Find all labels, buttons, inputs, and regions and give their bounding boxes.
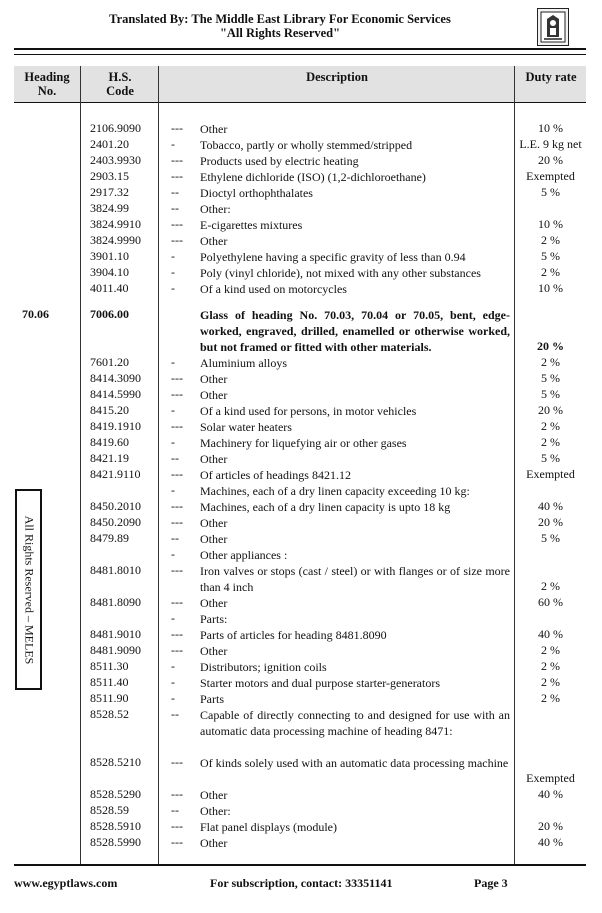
- level-dash: -: [171, 281, 175, 295]
- level-dash: ---: [171, 121, 183, 135]
- hs-code: 8528.5990: [90, 835, 141, 849]
- description: Of kinds solely used with an automatic data processing machine: [200, 756, 509, 770]
- table-row: [0, 643, 602, 659]
- hs-code: 8421.9110: [90, 467, 141, 481]
- hs-code: 7601.20: [90, 355, 129, 369]
- hs-code: 8419.60: [90, 435, 129, 449]
- duty-rate: 5 %: [541, 249, 560, 263]
- description: Other: [200, 452, 228, 466]
- table-row: [0, 153, 602, 169]
- duty-rate: 20 %: [538, 819, 563, 833]
- level-dash: -: [171, 403, 175, 417]
- level-dash: -: [171, 265, 175, 279]
- table-row: [0, 755, 602, 787]
- description: E-cigarettes mixtures: [200, 218, 303, 232]
- document-header: [0, 12, 560, 40]
- description: Poly (vinyl chloride), not mixed with any other substances: [200, 266, 481, 280]
- hs-code: 3904.10: [90, 265, 129, 279]
- level-dash: ---: [171, 563, 183, 577]
- hs-code: 2903.15: [90, 169, 129, 183]
- description: Other: [200, 596, 228, 610]
- level-dash: ---: [171, 467, 183, 481]
- level-dash: --: [171, 803, 179, 817]
- header-translator-line: Translated By: The Middle East Library For Economic Services: [109, 12, 451, 26]
- description: Machinery for liquefying air or other gases: [200, 436, 407, 450]
- table-row: [0, 595, 602, 611]
- duty-rate: 5 %: [541, 371, 560, 385]
- level-dash: ---: [171, 387, 183, 401]
- duty-rate: 40 %: [538, 787, 563, 801]
- hs-code: 3824.99: [90, 201, 129, 215]
- duty-rate: 20 %: [538, 153, 563, 167]
- duty-rate: 40 %: [538, 499, 563, 513]
- table-row: [0, 659, 602, 675]
- level-dash: ---: [171, 419, 183, 433]
- level-dash: ---: [171, 515, 183, 529]
- level-dash: ---: [171, 627, 183, 641]
- header-rule-thin: [14, 54, 586, 55]
- hs-code: 8528.52: [90, 707, 129, 721]
- level-dash: -: [171, 249, 175, 263]
- table-row: [0, 451, 602, 467]
- description: Dioctyl orthophthalates: [200, 186, 313, 200]
- hs-code: 8414.3090: [90, 371, 141, 385]
- level-dash: -: [171, 355, 175, 369]
- description: Other:: [200, 804, 231, 818]
- hs-code: 8528.59: [90, 803, 129, 817]
- description: Of a kind used on motorcycles: [200, 282, 347, 296]
- duty-rate: L.E. 9 kg net: [519, 137, 582, 151]
- table-row: [0, 249, 602, 265]
- duty-rate: 40 %: [538, 835, 563, 849]
- description: Tobacco, partly or wholly stemmed/stripped: [200, 138, 413, 152]
- description: Ethylene dichloride (ISO) (1,2-dichloroethane): [200, 170, 426, 184]
- table-row: [0, 691, 602, 707]
- level-dash: -: [171, 659, 175, 673]
- hs-code: 8479.89: [90, 531, 129, 545]
- table-row: [0, 499, 602, 515]
- table-row: [0, 281, 602, 297]
- level-dash: -: [171, 675, 175, 689]
- duty-rate: 20 %: [538, 515, 563, 529]
- level-dash: ---: [171, 217, 183, 231]
- hs-code: 3824.9910: [90, 217, 141, 231]
- table-row: [0, 121, 602, 137]
- rights-stamp-text: All Rights Reserved – MELES: [22, 515, 36, 664]
- table-header: [14, 66, 586, 103]
- duty-rate: 2 %: [541, 435, 560, 449]
- table-row: [0, 787, 602, 803]
- description: Other: [200, 788, 228, 802]
- table-row: [0, 371, 602, 387]
- description: Machines, each of a dry linen capacity exceeding 10 kg:: [200, 484, 470, 498]
- footer-website: www.egyptlaws.com: [14, 876, 118, 890]
- hs-code: 8528.5210: [90, 755, 141, 769]
- level-dash: -: [171, 691, 175, 705]
- hs-code: 8414.5990: [90, 387, 141, 401]
- level-dash: ---: [171, 755, 183, 769]
- level-dash: ---: [171, 787, 183, 801]
- level-dash: ---: [171, 819, 183, 833]
- level-dash: ---: [171, 643, 183, 657]
- table-row: [0, 707, 602, 755]
- duty-rate: 2 %: [541, 355, 560, 369]
- hs-code: 8511.40: [90, 675, 129, 689]
- hs-code: 8450.2090: [90, 515, 141, 529]
- duty-rate: Exempted: [526, 169, 575, 183]
- duty-rate: 2 %: [541, 265, 560, 279]
- table-row: [0, 233, 602, 249]
- hs-code: 3824.9990: [90, 233, 141, 247]
- duty-rate: 2 %: [541, 419, 560, 433]
- description: Of a kind used for persons, in motor vehicles: [200, 404, 417, 418]
- description: Machines, each of a dry linen capacity is upto 18 kg: [200, 500, 451, 514]
- level-dash: --: [171, 531, 179, 545]
- duty-rate: 2 %: [541, 233, 560, 247]
- table-row: [0, 201, 602, 217]
- table-row: [0, 355, 602, 371]
- description: Other: [200, 532, 228, 546]
- level-dash: ---: [171, 233, 183, 247]
- duty-rate: 2 %: [541, 675, 560, 689]
- table-row: [0, 169, 602, 185]
- duty-rate: 2 %: [541, 691, 560, 705]
- level-dash: -: [171, 611, 175, 625]
- description: Other: [200, 836, 228, 850]
- table-row: [0, 217, 602, 233]
- description: Parts: [200, 692, 224, 706]
- table-row: [0, 137, 602, 153]
- table-row: [0, 531, 602, 547]
- duty-rate: 2 %: [541, 659, 560, 673]
- table-row: [0, 611, 602, 627]
- description: Products used by electric heating: [200, 154, 359, 168]
- heading-number: 70.06: [22, 307, 49, 321]
- table-row: [0, 483, 602, 499]
- hs-code: 8481.8010: [90, 563, 141, 577]
- description: Other: [200, 388, 228, 402]
- level-dash: --: [171, 185, 179, 199]
- table-row: [0, 835, 602, 851]
- header-rights-line: "All Rights Reserved": [219, 26, 341, 40]
- hs-code: 8481.8090: [90, 595, 141, 609]
- duty-rate: 5 %: [541, 387, 560, 401]
- level-dash: -: [171, 435, 175, 449]
- table-row: [0, 819, 602, 835]
- column-header-hs-code: H.S. Code: [106, 70, 134, 98]
- description: Parts:: [200, 612, 228, 626]
- description: Other: [200, 644, 228, 658]
- level-dash: ---: [171, 169, 183, 183]
- duty-rate: 5 %: [541, 531, 560, 545]
- description: Polyethylene having a specific gravity of less than 0.94: [200, 250, 466, 264]
- hs-code: 2401.20: [90, 137, 129, 151]
- hs-code: 2403.9930: [90, 153, 141, 167]
- duty-rate: 40 %: [538, 627, 563, 641]
- description: Capable of directly connecting to and designed for use with an automatic data processing machine of heading 8471:: [200, 708, 510, 738]
- table-row: [0, 185, 602, 201]
- duty-rate: 10 %: [538, 121, 563, 135]
- rights-stamp: [15, 489, 42, 690]
- footer-subscription: For subscription, contact: 33351141: [210, 876, 393, 890]
- table-row: [0, 515, 602, 531]
- hs-code: 8415.20: [90, 403, 129, 417]
- table-row: [0, 675, 602, 691]
- description: Solar water heaters: [200, 420, 292, 434]
- level-dash: -: [171, 137, 175, 151]
- duty-rate: Exempted: [526, 771, 575, 785]
- description: Flat panel displays (module): [200, 820, 337, 834]
- description: Other: [200, 516, 228, 530]
- level-dash: --: [171, 201, 179, 215]
- hs-code: 8511.30: [90, 659, 129, 673]
- description: Aluminium alloys: [200, 356, 287, 370]
- duty-rate: 60 %: [538, 595, 563, 609]
- footer-rule: [14, 864, 586, 866]
- table-row: [0, 307, 602, 355]
- table-row: [0, 627, 602, 643]
- table-row: [0, 467, 602, 483]
- duty-rate: Exempted: [526, 467, 575, 481]
- description: Glass of heading No. 70.03, 70.04 or 70.05, bent, edge-worked, engraved, drilled, enamelled or otherwise worked, but not framed or fitted with other materials.: [200, 308, 510, 354]
- header-rule: [14, 48, 586, 50]
- level-dash: ---: [171, 499, 183, 513]
- duty-rate: 20 %: [538, 403, 563, 417]
- hs-code: 3901.10: [90, 249, 129, 263]
- hs-code: 4011.40: [90, 281, 129, 295]
- description: Of articles of headings 8421.12: [200, 468, 351, 482]
- hs-code: 7006.00: [90, 307, 129, 321]
- duty-rate: 5 %: [541, 451, 560, 465]
- level-dash: -: [171, 483, 175, 497]
- level-dash: -: [171, 547, 175, 561]
- column-header-duty-rate: Duty rate: [525, 70, 577, 84]
- level-dash: --: [171, 707, 179, 721]
- level-dash: --: [171, 451, 179, 465]
- duty-rate: 10 %: [538, 217, 563, 231]
- table-row: [0, 563, 602, 595]
- hs-code: 2917.32: [90, 185, 129, 199]
- duty-rate: 5 %: [541, 185, 560, 199]
- level-dash: ---: [171, 835, 183, 849]
- hs-code: 8450.2010: [90, 499, 141, 513]
- description: Iron valves or stops (cast / steel) or with flanges or of size more than 4 inch: [200, 564, 510, 594]
- description: Other:: [200, 202, 231, 216]
- duty-rate: 20 %: [537, 339, 564, 353]
- description: Distributors; ignition coils: [200, 660, 327, 674]
- table-row: [0, 803, 602, 819]
- table-row: [0, 419, 602, 435]
- description: Other: [200, 234, 228, 248]
- column-header-description: Description: [306, 70, 368, 84]
- duty-rate: 2 %: [541, 579, 560, 593]
- hs-code: 8421.19: [90, 451, 129, 465]
- column-header-heading: Heading No.: [24, 70, 70, 98]
- hs-code: 8528.5910: [90, 819, 141, 833]
- description: Other appliances :: [200, 548, 288, 562]
- hs-code: 8528.5290: [90, 787, 141, 801]
- description: Other: [200, 372, 228, 386]
- duty-rate: 10 %: [538, 281, 563, 295]
- description: Starter motors and dual purpose starter-generators: [200, 676, 441, 690]
- duty-rate: 2 %: [541, 643, 560, 657]
- description: Parts of articles for heading 8481.8090: [200, 628, 387, 642]
- library-emblem-icon: [537, 8, 569, 46]
- level-dash: ---: [171, 371, 183, 385]
- level-dash: ---: [171, 595, 183, 609]
- hs-code: 8419.1910: [90, 419, 141, 433]
- table-row: [0, 547, 602, 563]
- hs-code: 2106.9090: [90, 121, 141, 135]
- table-row: [0, 265, 602, 281]
- table-row: [0, 387, 602, 403]
- table-row: [0, 403, 602, 419]
- description: Other: [200, 122, 228, 136]
- hs-code: 8481.9010: [90, 627, 141, 641]
- hs-code: 8481.9090: [90, 643, 141, 657]
- level-dash: ---: [171, 153, 183, 167]
- hs-code: 8511.90: [90, 691, 129, 705]
- table-row: [0, 435, 602, 451]
- footer-page-number: Page 3: [474, 876, 508, 890]
